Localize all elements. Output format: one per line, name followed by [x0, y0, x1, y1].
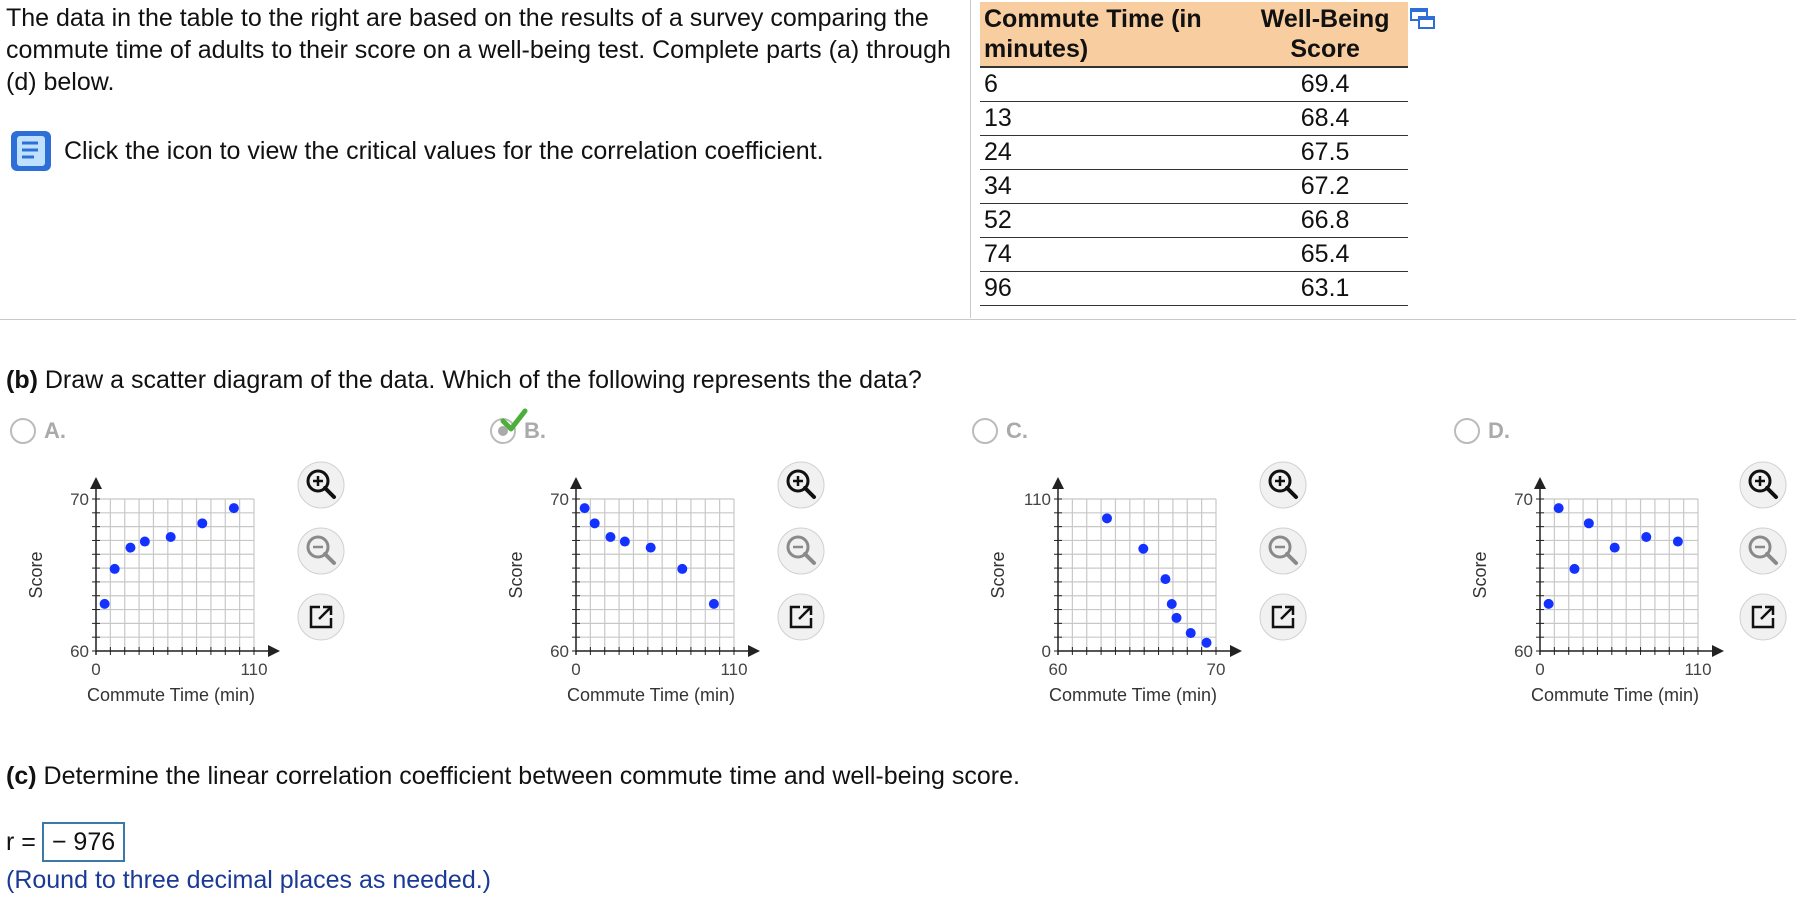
x-tick-label-min: 60 [1048, 660, 1068, 679]
part-c-label: (c) [6, 762, 37, 790]
score-cell: 67.2 [1242, 169, 1408, 203]
scatter-chart-c [982, 455, 1262, 725]
y-axis-arrow [90, 477, 102, 489]
commute-cell: 52 [980, 203, 1242, 237]
data-point [125, 543, 135, 553]
x-axis-arrow [1230, 645, 1242, 657]
book-icon[interactable] [8, 128, 54, 174]
zoom-in-icon[interactable] [1738, 460, 1788, 510]
y-tick-label-min: 60 [550, 642, 569, 661]
chart-b-tools [776, 460, 832, 658]
data-point [1544, 599, 1554, 609]
score-cell: 65.4 [1242, 237, 1408, 271]
x-tick-label-min: 0 [91, 660, 101, 679]
y-axis-label: Score [506, 551, 526, 599]
radio-c[interactable] [972, 418, 998, 444]
y-axis-label: Score [988, 551, 1008, 599]
zoom-in-icon[interactable] [1258, 460, 1308, 510]
x-axis-arrow [748, 645, 760, 657]
commute-cell: 96 [980, 271, 1242, 305]
external-link-icon[interactable] [1738, 592, 1788, 642]
popout-icon[interactable] [1410, 8, 1436, 30]
y-axis-arrow [1534, 477, 1546, 489]
data-point [1641, 532, 1651, 542]
data-point [709, 599, 719, 609]
scatter-chart-b [500, 455, 780, 725]
data-point [140, 537, 150, 547]
data-point [1584, 518, 1594, 528]
x-tick-label-max: 110 [1684, 660, 1712, 679]
header-well-being-score: Well-Being Score [1242, 2, 1408, 67]
x-axis-label: Commute Time (min) [1048, 685, 1218, 705]
data-point [1138, 544, 1148, 554]
critical-values-link-text[interactable]: Click the icon to view the critical values for the correlation coefficient. [64, 136, 824, 165]
header-commute-time: Commute Time (in minutes) [980, 2, 1242, 67]
table-row [980, 237, 1408, 271]
data-point [1610, 543, 1620, 553]
zoom-out-icon[interactable] [1738, 526, 1788, 576]
option-b[interactable] [490, 418, 546, 444]
data-point [1202, 638, 1212, 648]
scatter-chart-a [20, 455, 300, 725]
x-tick-label-min: 0 [571, 660, 581, 679]
rounding-hint: (Round to three decimal places as needed.) [6, 866, 492, 894]
data-point [1186, 628, 1196, 638]
radio-a[interactable] [10, 418, 36, 444]
option-c[interactable] [972, 418, 1028, 444]
part-b-question [6, 366, 922, 395]
y-axis-label: Score [26, 551, 46, 599]
external-link-icon[interactable] [296, 592, 346, 642]
score-cell: 68.4 [1242, 101, 1408, 135]
part-c-question [6, 762, 1020, 791]
table-row [980, 203, 1408, 237]
option-a-label: A. [44, 418, 66, 443]
score-cell: 67.5 [1242, 135, 1408, 169]
r-answer-row [6, 822, 125, 862]
data-point [1160, 574, 1170, 584]
data-point [620, 537, 630, 547]
x-axis-arrow [268, 645, 280, 657]
critical-values-row [8, 128, 824, 174]
option-d[interactable] [1454, 418, 1510, 444]
data-point [646, 543, 656, 553]
y-axis-arrow [1052, 477, 1064, 489]
scatter-chart-d [1464, 455, 1744, 725]
horizontal-divider [0, 319, 1796, 320]
data-point [1102, 513, 1112, 523]
data-point [197, 518, 207, 528]
option-d-label: D. [1488, 418, 1510, 443]
y-tick-label-max: 110 [1023, 490, 1051, 509]
option-b-label: B. [524, 418, 546, 443]
r-label: r = [6, 827, 36, 856]
data-table [980, 2, 1408, 306]
x-tick-label-max: 70 [1206, 660, 1226, 679]
data-point [229, 503, 239, 513]
vertical-divider [970, 0, 971, 318]
chart-c-tools [1258, 460, 1314, 658]
data-point [100, 599, 110, 609]
table-row [980, 169, 1408, 203]
commute-cell: 34 [980, 169, 1242, 203]
table-row [980, 271, 1408, 305]
data-point [580, 503, 590, 513]
part-b-text: Draw a scatter diagram of the data. Which of the following represents the data? [44, 366, 922, 394]
y-tick-label-min: 0 [1041, 642, 1051, 661]
y-tick-label-min: 60 [70, 642, 89, 661]
r-answer-field[interactable]: − 976 [42, 822, 125, 862]
y-tick-label-min: 60 [1514, 642, 1533, 661]
x-axis-label: Commute Time (min) [1530, 685, 1700, 705]
zoom-in-icon[interactable] [296, 460, 346, 510]
x-axis-label: Commute Time (min) [86, 685, 256, 705]
table-row [980, 67, 1408, 101]
data-point [1167, 599, 1177, 609]
zoom-out-icon[interactable] [776, 526, 826, 576]
score-cell: 63.1 [1242, 271, 1408, 305]
chart-d-tools [1738, 460, 1794, 658]
table-row [980, 101, 1408, 135]
chart-a-tools [296, 460, 352, 658]
commute-cell: 13 [980, 101, 1242, 135]
intro-text: The data in the table to the right are based on the results of a survey comparing the commute time of adults to their score on a well-being test. Complete parts (a) through (d) below. [6, 4, 951, 96]
zoom-out-icon[interactable] [296, 526, 346, 576]
data-point [1569, 564, 1579, 574]
data-point [590, 518, 600, 528]
commute-cell: 74 [980, 237, 1242, 271]
commute-cell: 24 [980, 135, 1242, 169]
option-a[interactable] [10, 418, 66, 444]
y-tick-label-max: 70 [1514, 490, 1533, 509]
external-link-icon[interactable] [1258, 592, 1308, 642]
data-point [1554, 503, 1564, 513]
score-cell: 69.4 [1242, 67, 1408, 101]
table-row [980, 135, 1408, 169]
x-axis-arrow [1712, 645, 1724, 657]
data-point [1673, 537, 1683, 547]
external-link-icon[interactable] [776, 592, 826, 642]
x-tick-label-max: 110 [720, 660, 748, 679]
score-cell: 66.8 [1242, 203, 1408, 237]
y-axis-arrow [570, 477, 582, 489]
radio-b[interactable] [490, 418, 516, 444]
y-tick-label-max: 70 [70, 490, 89, 509]
data-point [677, 564, 687, 574]
zoom-out-icon[interactable] [1258, 526, 1308, 576]
option-c-label: C. [1006, 418, 1028, 443]
checkmark-icon [500, 408, 528, 434]
part-c-text: Determine the linear correlation coefficient between commute time and well-being score. [43, 762, 1020, 790]
data-point [110, 564, 120, 574]
y-tick-label-max: 70 [550, 490, 569, 509]
part-b-label: (b) [6, 366, 38, 394]
data-point [605, 532, 615, 542]
zoom-in-icon[interactable] [776, 460, 826, 510]
x-axis-label: Commute Time (min) [566, 685, 736, 705]
data-point [1172, 613, 1182, 623]
y-axis-label: Score [1470, 551, 1490, 599]
commute-cell: 6 [980, 67, 1242, 101]
x-tick-label-max: 110 [240, 660, 268, 679]
x-tick-label-min: 0 [1535, 660, 1545, 679]
radio-d[interactable] [1454, 418, 1480, 444]
data-point [166, 532, 176, 542]
